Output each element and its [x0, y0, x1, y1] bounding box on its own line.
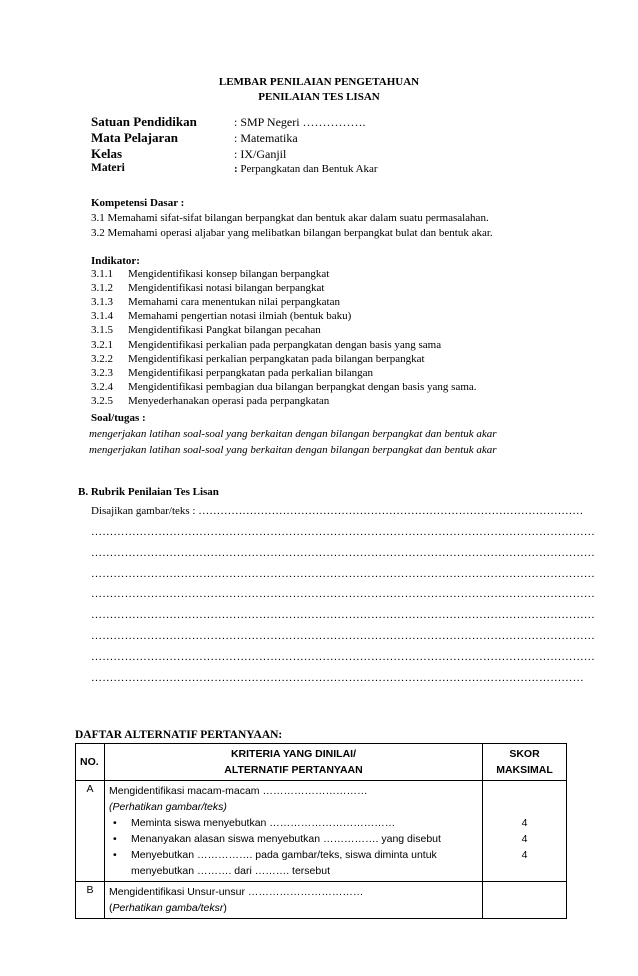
criteria-note-text: Perhatikan gambar/teks — [112, 801, 224, 813]
rubrik-dot-line: ……………………………………………………………………………………………………………………… — [91, 609, 595, 621]
criteria-bullet — [109, 815, 478, 831]
info-value-kelas: : IX/Ganjil — [234, 147, 287, 161]
indikator-text: Memahami pengertian notasi ilmiah (bentuk baku) — [128, 310, 352, 322]
info-value-mapel: : Matematika — [234, 131, 298, 145]
score-spacer — [487, 783, 562, 815]
indikator-number: 3.2.3 — [91, 367, 113, 379]
row-criteria — [105, 781, 483, 882]
indikator-number: 3.2.1 — [91, 339, 113, 351]
rubrik-dot-line: ……………………………………………………………………………………………………………………… — [91, 568, 595, 580]
page-title: LEMBAR PENILAIAN PENGETAHUAN — [218, 76, 420, 88]
info-label-kelas: Kelas — [91, 146, 123, 161]
rubrik-heading: B. Rubrik Penilaian Tes Lisan — [78, 486, 219, 498]
indikator-text: Mengidentifikasi Pangkat bilangan pecahan — [128, 324, 321, 336]
kompetensi-item: 3.2 Memahami operasi aljabar yang melibatkan bilangan berpangkat bulat dan bentuk akar. — [91, 227, 493, 239]
indikator-text: Mengidentifikasi pembagian dua bilangan berpangkat dengan basis yang sama. — [128, 381, 477, 393]
row-score — [483, 781, 567, 882]
soal-line: mengerjakan latihan soal-soal yang berkaitan dengan bilangan berpangkat dan bentuk akar — [89, 428, 497, 440]
row-criteria — [105, 882, 483, 919]
bullet-text: Menyebutkan ……………. pada gambar/teks, siswa diminta untuk — [131, 849, 437, 861]
info-materi-text: Perpangkatan dan Bentuk Akar — [237, 163, 378, 175]
indikator-text: Mengidentifikasi konsep bilangan berpangkat — [128, 268, 330, 280]
indikator-text: Mengidentifikasi perpangkatan pada perkalian bilangan — [128, 367, 373, 379]
soal-heading: Soal/tugas : — [91, 412, 146, 424]
indikator-number: 3.1.4 — [91, 310, 113, 322]
col-no-header: NO. — [76, 744, 105, 781]
col-kriteria-line2: ALTERNATIF PERTANYAAN — [224, 764, 363, 776]
table-row — [76, 882, 567, 919]
rubrik-first-line: Disajikan gambar/teks : …………………………………………………………………………………………… — [91, 505, 584, 517]
col-kriteria-header — [105, 744, 483, 781]
criteria-note: (Perhatikan gambar/teks) — [109, 801, 227, 813]
indikator-heading: Indikator: — [91, 255, 140, 267]
page-subtitle: PENILAIAN TES LISAN — [258, 91, 380, 103]
kompetensi-item: 3.1 Memahami sifat-sifat bilangan berpangkat dan bentuk akar dalam suatu permasalahan. — [91, 212, 489, 224]
indikator-text: Menyederhanakan operasi pada perpangkatan — [128, 395, 330, 407]
criteria-note-text: Perhatikan gamba/teksr — [112, 902, 224, 914]
rubrik-dot-line: ……………………………………………………………………………………………………………………… — [91, 651, 595, 663]
indikator-number: 3.2.2 — [91, 353, 113, 365]
score-value: 4 — [521, 833, 528, 845]
rubrik-dot-line: ……………………………………………………………………………………………………………………… — [91, 630, 595, 642]
daftar-heading: DAFTAR ALTERNATIF PERTANYAAN: — [75, 729, 283, 741]
bullet-text: Meminta siswa menyebutkan ……………………………… — [131, 817, 396, 829]
indikator-number: 3.1.3 — [91, 296, 113, 308]
rubrik-dot-line: ……………………………………………………………………………………………………………………… — [91, 526, 595, 538]
criteria-line: Mengidentifikasi macam-macam ………………………… — [109, 785, 368, 797]
score-value: 4 — [521, 817, 528, 829]
criteria-bullet — [109, 831, 478, 847]
rubrik-dot-line: …………………………………………………………………………………………………………………… — [91, 672, 584, 684]
indikator-text: Mengidentifikasi perkalian perpangkatan pada bilangan berpangkat — [128, 353, 425, 365]
soal-line: mengerjakan latihan soal-soal yang berkaitan dengan bilangan berpangkat dan bentuk akar — [89, 444, 497, 456]
col-skor-line1: SKOR — [509, 748, 540, 760]
criteria-note: (Perhatikan gamba/teksr) — [109, 902, 227, 914]
rubrik-dot-line: ……………………………………………………………………………………………………………………… — [91, 547, 595, 559]
indikator-number: 3.1.2 — [91, 282, 113, 294]
indikator-number: 3.2.4 — [91, 381, 113, 393]
rubrik-dot-line: ……………………………………………………………………………………………………………………… — [91, 588, 595, 600]
info-value-satuan: : SMP Negeri ……………. — [234, 115, 366, 129]
score-value: 4 — [521, 849, 528, 861]
table-header-row — [76, 744, 567, 781]
indikator-number: 3.1.1 — [91, 268, 113, 280]
indikator-number: 3.1.5 — [91, 324, 113, 336]
info-label-mapel: Mata Pelajaran — [91, 130, 179, 145]
row-no: A — [76, 781, 105, 882]
col-skor-line2: MAKSIMAL — [496, 764, 553, 776]
indikator-text: Mengidentifikasi perkalian pada perpangkatan dengan basis yang sama — [128, 339, 442, 351]
kompetensi-heading: Kompetensi Dasar : — [91, 197, 185, 209]
indikator-number: 3.2.5 — [91, 395, 113, 407]
row-no: B — [76, 882, 105, 919]
bullet-icon: • — [113, 817, 117, 829]
bullet-icon: • — [113, 849, 117, 861]
criteria-bullet — [109, 847, 478, 863]
info-materi-colon: : — [234, 163, 238, 175]
row-score — [483, 882, 567, 919]
table-row — [76, 781, 567, 882]
col-kriteria-line1: KRITERIA YANG DINILAI/ — [230, 748, 357, 760]
indikator-text: Memahami cara menentukan nilai perpangkatan — [128, 296, 340, 308]
bullet-text: Menanyakan alasan siswa menyebutkan ……………. yang disebut — [131, 833, 441, 845]
question-table — [75, 743, 567, 919]
bullet-continuation: menyebutkan ………. dari ………. tersebut — [131, 865, 330, 877]
indikator-text: Mengidentifikasi notasi bilangan berpangkat — [128, 282, 325, 294]
info-label-materi: Materi — [91, 162, 125, 174]
col-skor-header — [483, 744, 567, 781]
bullet-icon: • — [113, 833, 117, 845]
criteria-line: Mengidentifikasi Unsur-unsur …………………………… — [109, 886, 364, 898]
info-label-satuan: Satuan Pendidikan — [91, 114, 197, 129]
info-value-materi — [234, 163, 378, 175]
